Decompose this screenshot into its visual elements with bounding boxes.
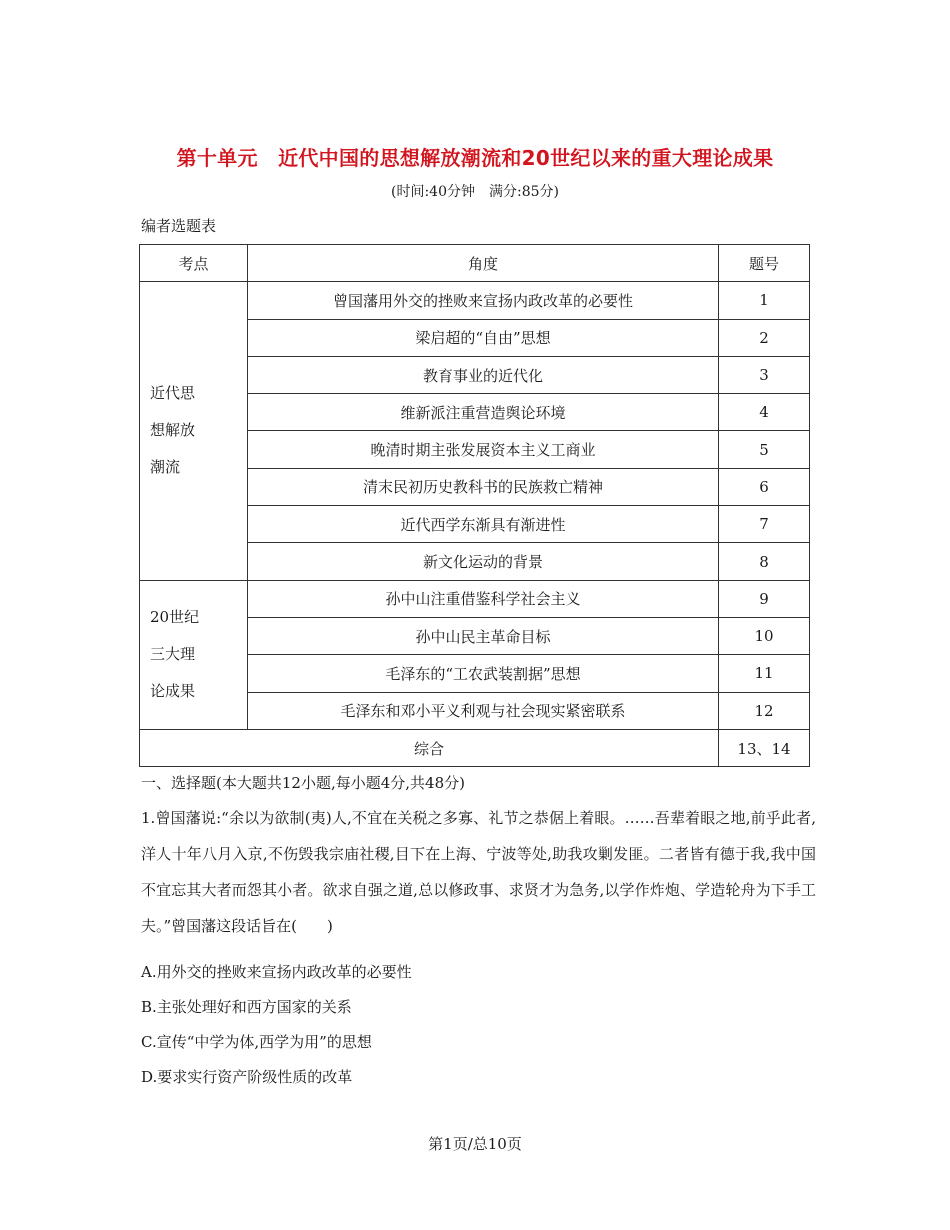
angle-cell: 新文化运动的背景	[248, 543, 719, 580]
angle-cell: 近代西学东渐具有渐进性	[248, 506, 719, 543]
angle-cell: 梁启超的“自由”思想	[248, 319, 719, 356]
angle-cell: 孙中山民主革命目标	[248, 617, 719, 654]
option-d: D.要求实行资产阶级性质的改革	[141, 1068, 353, 1086]
page-footer: 第1页/总10页	[428, 1135, 522, 1153]
summary-row	[140, 729, 810, 766]
question-number-cell: 11	[719, 655, 810, 692]
question-number-cell: 7	[719, 506, 810, 543]
topic-group-cell	[140, 282, 248, 580]
angle-cell: 毛泽东和邓小平义利观与社会现实紧密联系	[248, 692, 719, 729]
question-number-cell: 6	[719, 468, 810, 505]
question-number-cell: 4	[719, 394, 810, 431]
table-row	[140, 282, 810, 319]
topic-group-label: 20世纪 三大理 论成果	[150, 608, 200, 701]
question-number-cell: 8	[719, 543, 810, 580]
table-header-row	[140, 245, 810, 282]
header-cell-topic: 考点	[140, 245, 248, 282]
option-a: A.用外交的挫败来宣扬内政改革的必要性	[141, 963, 412, 981]
angle-cell: 教育事业的近代化	[248, 356, 719, 393]
option-b: B.主张处理好和西方国家的关系	[141, 998, 352, 1016]
summary-label-cell: 综合	[140, 729, 719, 766]
question-number-cell: 3	[719, 356, 810, 393]
angle-cell: 维新派注重营造舆论环境	[248, 394, 719, 431]
table-caption: 编者选题表	[141, 217, 217, 235]
option-c: C.宣传“中学为体,西学为用”的思想	[141, 1033, 372, 1051]
question-1-stem: 1.曾国藩说:“余以为欲制(夷)人,不宜在关税之多寡、礼节之恭倨上着眼。……吾辈着眼之地,前乎此者,洋人十年八月入京,不伤毁我宗庙社稷,目下在上海、宁波等处,助我攻剿发匪。二者皆有德于我,我中国不宜忘其大者而怨其小者。欲求自强之道,总以修政事、求贤才为急务,以学作炸炮、学造轮舟为下手工夫。”曾国藩这段话旨在( )	[141, 809, 816, 935]
question-number-cell: 5	[719, 431, 810, 468]
angle-cell: 晚清时期主张发展资本主义工商业	[248, 431, 719, 468]
topic-table	[139, 244, 810, 767]
question-number-cell: 10	[719, 617, 810, 654]
table-row	[140, 580, 810, 617]
header-cell-number: 题号	[719, 245, 810, 282]
topic-group-label: 近代思 想解放 潮流	[150, 384, 196, 477]
question-number-cell: 9	[719, 580, 810, 617]
section-title: 一、选择题(本大题共12小题,每小题4分,共48分)	[141, 774, 465, 792]
angle-cell: 清末民初历史教科书的民族救亡精神	[248, 468, 719, 505]
question-number-cell: 1	[719, 282, 810, 319]
question-number-cell: 12	[719, 692, 810, 729]
angle-cell: 孙中山注重借鉴科学社会主义	[248, 580, 719, 617]
document-subtitle: (时间:40分钟 满分:85分)	[391, 184, 559, 200]
topic-group-cell	[140, 580, 248, 729]
question-number-cell: 2	[719, 319, 810, 356]
summary-number-cell: 13、14	[719, 729, 810, 766]
header-cell-angle: 角度	[248, 245, 719, 282]
document-title: 第十单元 近代中国的思想解放潮流和20世纪以来的重大理论成果	[176, 146, 774, 170]
angle-cell: 曾国藩用外交的挫败来宣扬内政改革的必要性	[248, 282, 719, 319]
angle-cell: 毛泽东的“工农武装割据”思想	[248, 655, 719, 692]
